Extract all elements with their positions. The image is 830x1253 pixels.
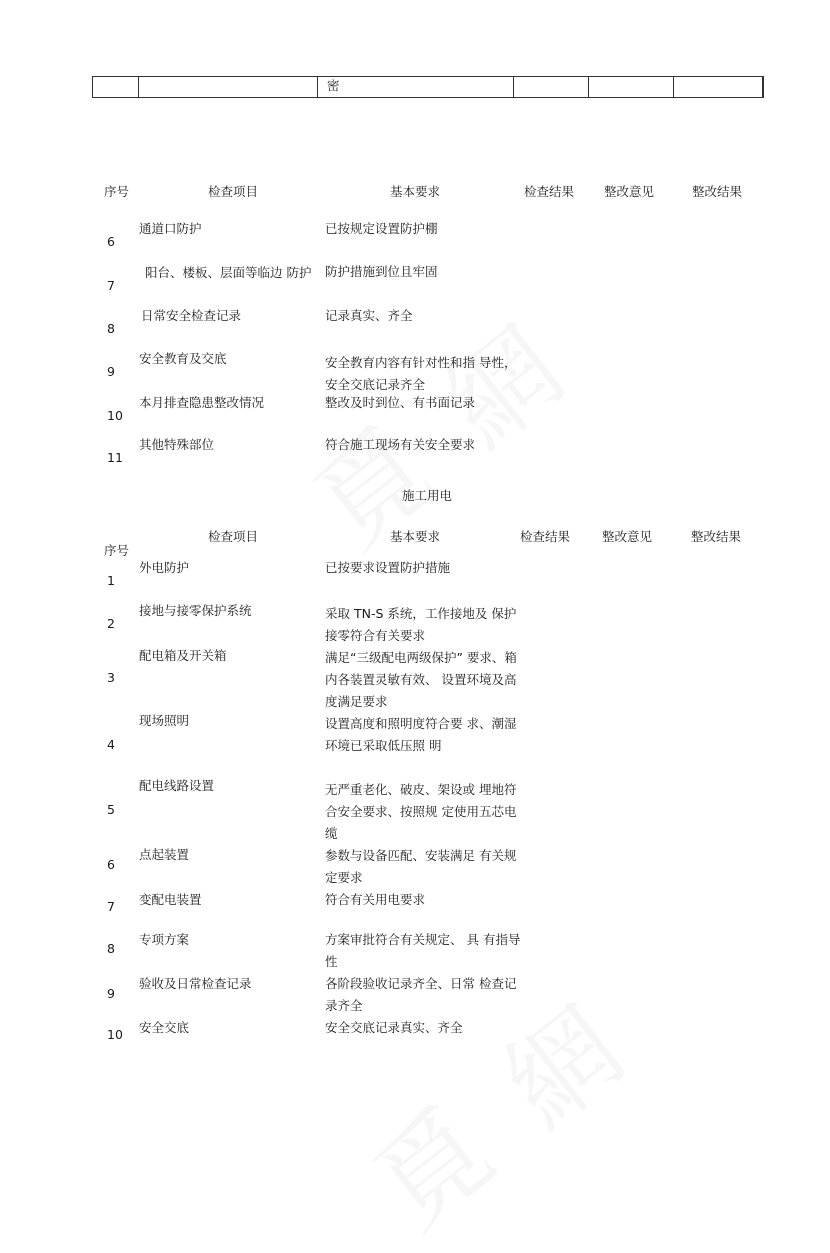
row-item: 接地与接零保护系统 xyxy=(139,603,252,618)
row-item: 变配电装置 xyxy=(139,892,202,907)
cell-divider xyxy=(317,77,318,97)
row-item: 其他特殊部位 xyxy=(139,437,215,452)
cell-divider xyxy=(762,77,763,97)
header-result: 检查结果 xyxy=(524,184,575,199)
row-item: 阳台、楼板、层面等临边 防护 xyxy=(145,265,312,280)
cell-divider xyxy=(513,77,514,97)
header-requirement: 基本要求 xyxy=(390,529,441,544)
row-item: 通道口防护 xyxy=(139,221,202,236)
row-item: 安全教育及交底 xyxy=(139,351,227,366)
cell-divider xyxy=(138,77,139,97)
row-number: 10 xyxy=(107,1027,123,1042)
row-number: 11 xyxy=(107,450,123,465)
row-item: 现场照明 xyxy=(139,713,190,728)
table-cell-text: 密 xyxy=(327,78,340,93)
row-requirement: 符合施工现场有关安全要求 xyxy=(325,437,476,452)
row-requirement: 参数与设备匹配、安装满足 有关规定要求 xyxy=(325,848,517,885)
header-opinion: 整改意见 xyxy=(604,184,655,199)
row-number: 4 xyxy=(107,737,115,752)
row-number: 6 xyxy=(107,857,115,872)
row-requirement: 记录真实、齐全 xyxy=(325,308,413,323)
row-number: 2 xyxy=(107,616,115,631)
row-requirement: 各阶段验收记录齐全、日常 检查记录齐全 xyxy=(325,976,517,1013)
header-requirement: 基本要求 xyxy=(390,184,441,199)
row-item: 日常安全检查记录 xyxy=(141,308,242,323)
row-requirement: 满足“三级配电两级保护” 要求、箱内各装置灵敏有效、 设置环境及高度满足要求 xyxy=(325,650,517,709)
row-number: 7 xyxy=(107,278,115,293)
row-requirement: 符合有关用电要求 xyxy=(325,892,426,907)
row-number: 6 xyxy=(107,234,115,249)
row-requirement: 方案审批符合有关规定、 具 有指导性 xyxy=(325,932,521,969)
row-item: 配电线路设置 xyxy=(139,778,215,793)
row-requirement: 无严重老化、破皮、架设或 埋地符合安全要求、按照规 定使用五芯电缆 xyxy=(325,782,517,841)
header-result: 检查结果 xyxy=(520,529,571,544)
row-requirement: 已按规定设置防护棚 xyxy=(325,221,438,236)
header-item: 检查项目 xyxy=(208,184,259,199)
row-number: 8 xyxy=(107,941,115,956)
header-opinion: 整改意见 xyxy=(602,529,653,544)
row-number: 5 xyxy=(107,802,115,817)
section-title: 施工用电 xyxy=(402,488,453,503)
header-seq: 序号 xyxy=(104,543,130,558)
cell-divider xyxy=(673,77,674,97)
row-item: 验收及日常检查记录 xyxy=(139,976,252,991)
row-item: 配电箱及开关箱 xyxy=(139,648,227,663)
row-number: 9 xyxy=(107,364,115,379)
header-fix-result: 整改结果 xyxy=(691,529,742,544)
row-item: 本月排查隐患整改情况 xyxy=(139,395,265,410)
row-number: 1 xyxy=(107,573,115,588)
row-item: 外电防护 xyxy=(139,560,190,575)
row-number: 3 xyxy=(107,670,115,685)
cell-divider xyxy=(588,77,589,97)
row-item: 点起装置 xyxy=(139,847,190,862)
row-item: 安全交底 xyxy=(139,1020,190,1035)
row-requirement: 防护措施到位且牢固 xyxy=(325,264,438,279)
row-number: 7 xyxy=(107,899,115,914)
header-item: 检查项目 xyxy=(208,529,259,544)
row-requirement: 整改及时到位、有书面记录 xyxy=(325,395,476,410)
row-requirement: 安全教育内容有针对性和指 导性，安全交底记录齐全 xyxy=(325,355,517,392)
row-requirement: 采取 TN-S 系统，工作接地及 保护接零符合有关要求 xyxy=(325,606,517,643)
row-item: 专项方案 xyxy=(139,932,190,947)
row-requirement: 设置高度和照明度符合要 求、潮湿环境已采取低压照 明 xyxy=(325,716,517,753)
watermark xyxy=(296,304,588,566)
header-fix-result: 整改结果 xyxy=(692,184,743,199)
row-number: 9 xyxy=(107,986,115,1001)
header-seq: 序号 xyxy=(104,184,130,199)
top-table-row xyxy=(92,76,764,98)
row-requirement: 安全交底记录真实、齐全 xyxy=(325,1020,463,1035)
row-requirement: 已按要求设置防护措施 xyxy=(325,560,451,575)
row-number: 10 xyxy=(107,408,123,423)
row-number: 8 xyxy=(107,321,115,336)
